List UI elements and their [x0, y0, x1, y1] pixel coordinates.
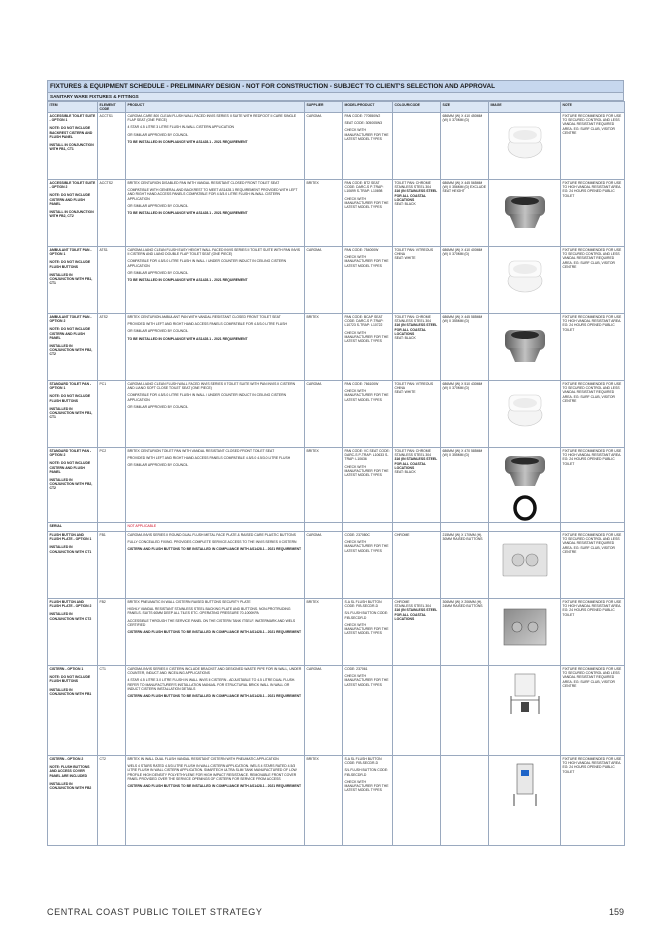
product-image	[495, 117, 555, 165]
size-cell	[441, 381, 489, 448]
product-line: PROVIDED WITH LEFT AND RIGHT HAND ACCESS PANELS COMPATIBLE 4.5/3.0 4.5/3.0 LITRE FLUSH	[127, 456, 291, 461]
product-cell	[126, 523, 305, 532]
size-cell	[441, 247, 489, 314]
product-line: WELS 4 STARS RATED 4.5/3 LITRE FLUSH IN WALL CISTERN APPLICATION. WELS 4 STARS RATED 4.5/3 LITRE FLUSH IN WALL CISTERN APPLICATION. SMARTECH ULTRA SLIM TANK MANUFACTURED OF LOW PROFILE HIGH DENSITY POLYETHYLENE FOR HIGH IMPACT RESISTANCE. REMOVABLE FRONT COVER PANEL PROVIDED OVER THE SERVICE OPENINGS OF CISTERN FOR SERVICE FROM ACCESS	[127, 764, 297, 781]
col-size: SIZE	[441, 102, 489, 113]
element-code: ATS2	[99, 315, 108, 319]
product-line: CAROMA CARE 800 CLEAN FLUSH WALL FACED INVIS SERIES II SUITE WITH REDFOOT II CARE SINGLE FLAP SEAT (ONE PIECE)	[127, 114, 297, 123]
product-line: CAROMA INVIS SERIES II CISTERN INCLUDE BRACKET AND DESIGNED WASTE PIPE FOR IN WALL, UNDER COUNTER, INDUCT AND INCEILING APPLICATIONS	[127, 667, 302, 676]
item-note: NOTE: DO NOT INCLUDE CISTERN AND FLUSH PANEL	[49, 327, 91, 340]
item-title: FLUSH BUTTON AND FLUSH PLATE - OPTION 2	[49, 600, 92, 609]
colour-line: 316 (IN STAINLESS STEEL FOR ALL COASTAL LOCATIONS	[394, 323, 438, 336]
image-cell	[489, 448, 561, 523]
model-line: CHECK WITH MANUFACTURER FOR THE LATEST MODEL TYPES	[344, 540, 389, 553]
product-image	[495, 452, 555, 500]
note-cell	[561, 756, 625, 846]
model-line: PAN CODE: BT2 SEAT CODE: DARC-S P-TRAP: L10699 S-TRAP: L10698	[344, 181, 384, 194]
colour-cell	[393, 314, 441, 381]
note-cell	[561, 180, 625, 247]
element-code: ACCTS1	[99, 114, 113, 118]
product-image	[495, 385, 555, 433]
product-line: COMPATIBLE FOR 4.5/3.0 LITRE FLUSH IN WALL / UNDER COUNTER INDUCT IN CEILING CISTERN APPLICATION	[127, 259, 287, 268]
size-cell	[441, 113, 489, 180]
colour-line: CHROME	[394, 533, 410, 537]
colour-cell	[393, 381, 441, 448]
product-cell	[126, 113, 305, 180]
supplier-cell	[305, 666, 343, 756]
item-note: NOTE: DO NOT INCLUDE BACKREST CISTERN AND FLUSH PANEL	[49, 126, 93, 139]
model-line: S/L FLUSH BUTTON CODE: FIB-SECDR-D	[344, 768, 389, 777]
model-cell	[343, 666, 393, 756]
schedule-title: FIXTURES & EQUIPMENT SCHEDULE - PRELIMINARY DESIGN - NOT FOR CONSTRUCTION - SUBJECT TO CLIENT'S SELECTION AND APPROVAL	[47, 80, 624, 93]
colour-line: 316 (IN STAINLESS STEEL FOR ALL COASTAL LOCATIONS	[394, 608, 438, 621]
item-install: INSTALLED IN CONJUNCTION WITH FB2	[49, 781, 92, 791]
model-line: CHECK WITH MANUFACTURER FOR THE LATEST MODEL TYPES	[344, 330, 389, 344]
table-row	[48, 448, 625, 523]
table-row	[48, 599, 625, 666]
section-subtitle: SANITARY WARE FIXTURES & FITTINGS	[47, 93, 624, 101]
item-install: INSTALL IN CONJUNCTION WITH FB2, CT2	[49, 210, 94, 219]
col-image: IMAGE	[489, 102, 561, 113]
colour-line: TOILET PAN: CHROME STAINLESS STEEL 304	[394, 181, 432, 190]
model-line: S.A SL FLUSH BUTTON CODE: FIB-SECDR-D	[344, 600, 382, 609]
item-title: ACCESSIBLE TOILET SUITE - OPTION 1	[49, 114, 96, 123]
item-cell	[48, 381, 98, 448]
colour-cell	[393, 247, 441, 314]
note: FIXTURE RECOMMENDED FOR USE TO SECURED CONTROL AND LESS VANDAL RESISTANT REQUIRED AREA. EG: SURF CLUB, VISITOR CENTRE	[562, 533, 622, 554]
image-cell	[489, 532, 561, 599]
colour-line: SEAT: WHITE	[394, 256, 416, 261]
image-cell	[489, 756, 561, 846]
product-image	[495, 760, 555, 808]
model-line: PAN CODE: 754000W	[344, 248, 379, 252]
product-line: CISTERN AND FLUSH BUTTONS TO BE INSTALLED IN COMPLIANCE WITH AS1428.1 - 2021 REQUIREMENT	[127, 784, 302, 789]
note-cell	[561, 247, 625, 314]
product-cell	[126, 247, 305, 314]
supplier-cell	[305, 247, 343, 314]
product-line: FULLY CONCEALED FIXING. PROVIDES COMPLETE SERVICE ACCESS TO THE INVIS SERIES II CISTERN	[127, 540, 297, 545]
item-install: INSTALLED IN CONJUNCTION WITH CT2	[49, 612, 92, 621]
item-title: AMBULANT TOILET PAN - OPTION 1	[49, 248, 92, 257]
model-line: CHECK WITH MANUFACTURER FOR THE LATEST MODEL TYPES	[344, 389, 389, 402]
size: 215MM (W) X 170MM (H). 30MM RAISED BUTTONS	[442, 533, 483, 542]
product-line: OR SIMILAR APPROVED BY COUNCIL	[127, 203, 189, 208]
model-line: PAN CODE: VC SEAT CODE: DARC-S P-TRAP: L10633 S-TRAP: L10636	[344, 449, 390, 462]
note: FIXTURE RECOMMENDED FOR USE TO HIGH VANDAL RESISTANT AREA. EG: 24 HOURS OPENED PUBLIC TOILET	[562, 315, 622, 332]
item-title: FLUSH BUTTON AND FLUSH PLATE - OPTION 1	[49, 533, 92, 542]
image-cell	[489, 113, 561, 180]
model-line: SEAT CODE: 305005W3	[344, 121, 383, 126]
note-cell	[561, 599, 625, 666]
col-item: ITEM	[48, 102, 98, 113]
colour-cell	[393, 756, 441, 846]
colour-line: 316 (IN STAINLESS STEEL FOR ALL COASTAL LOCATIONS	[394, 457, 438, 470]
size: 686MM (W) X 410 450MM (W) X 370MM (D)	[442, 114, 483, 123]
product-cell	[126, 314, 305, 381]
item-title: STANDARD TOILET PAN - OPTION 2	[49, 449, 92, 458]
model-line: PAN CODE: BCAP SEAT CODE: DARC-S P-TRAP: L10723 S-TRAP: L10722	[344, 315, 384, 328]
product-line: CISTERN AND FLUSH BUTTONS TO BE INSTALLED IN COMPLIANCE WITH AS1428.1 - 2021 REQUIREMENT	[127, 547, 302, 552]
size: 306MM (W) X 206MM (H). 24MM RAISED BUTTONS	[442, 600, 483, 609]
item-title: STANDARD TOILET PAN - OPTION 1	[49, 382, 92, 391]
item-title: AMBULANT TOILET PAN - OPTION 2	[49, 315, 92, 324]
size-cell	[441, 756, 489, 846]
item-install: INSTALL IN CONJUNCTION WITH FB1, CT1	[49, 143, 94, 152]
image-cell	[489, 666, 561, 756]
header-row	[48, 102, 625, 113]
table-row	[48, 247, 625, 314]
note-cell	[561, 381, 625, 448]
product-line: CAROMA LIANO CLEAN FLUSH EASY HEIGHT WALL FACED INVIS SERIES II TOILET SUITE WITH PAN INVIS II CISTERN AND LIANO DOUBLE FLAP TOILET SEAT (ONE PIECE)	[127, 248, 301, 257]
model-line: CODE: 237080C	[344, 533, 370, 537]
colour-line: CHROME	[394, 600, 410, 604]
colour-line: TOILET PAN: VITREOUS CHINA	[394, 248, 434, 257]
product-line: PROVIDED WITH LEFT AND RIGHT HAND ACCESS PANELS COMPATIBLE FOR 4.5/3.0 LITRE FLUSH	[127, 322, 287, 327]
product-line: TO BE INSTALLED IN COMPLIANCE WITH AS1428.1 - 2021 REQUIREMENT	[127, 278, 248, 283]
item-title: CISTERN - OPTION 1	[49, 667, 84, 671]
size-cell	[441, 599, 489, 666]
item-note: NOTE: DO NOT INCLUDE CISTERN AND FLUSH PANEL	[49, 193, 91, 206]
footer-title: CENTRAL COAST PUBLIC TOILET STRATEGY	[47, 907, 263, 917]
table-row	[48, 666, 625, 756]
code-cell	[98, 247, 126, 314]
table-row	[48, 381, 625, 448]
note: FIXTURE RECOMMENDED FOR USE TO HIGH VANDAL RESISTANT AREA. EG: 24 HOURS OPENED PUBLIC TOILET	[562, 181, 622, 198]
note-cell	[561, 523, 625, 532]
model-cell	[343, 180, 393, 247]
product-line: BRITEX CENTURION TOILET PAN WITH VANDAL RESISTANT CLOSED FRONT TOILET SEAT	[127, 449, 275, 453]
item-cell	[48, 314, 98, 381]
supplier-cell	[305, 113, 343, 180]
schedule-sheet	[47, 80, 624, 846]
colour-cell	[393, 523, 441, 532]
item-cell	[48, 532, 98, 599]
size: 686MM (W) X 445 585MM (W) X 355MM (D)	[442, 315, 483, 324]
item-install: INSTALLED IN CONJUNCTION WITH FB2, CT2	[49, 478, 93, 491]
table-row	[48, 180, 625, 247]
product-line: BRITEX CENTURION DISABLED PAN WITH VANDAL RESISTANT CLOSED FRONT TOILET SEAT	[127, 181, 280, 185]
image-cell	[489, 180, 561, 247]
supplier-cell	[305, 523, 343, 532]
item-cell	[48, 180, 98, 247]
supplier: BRITEX	[306, 315, 319, 319]
colour-cell	[393, 532, 441, 599]
model-line: S.A SL FLUSH BUTTON CODE: FIB-SECDR-D	[344, 757, 382, 766]
product-image	[495, 184, 555, 232]
supplier: CAROMA	[306, 248, 322, 252]
product-line: OR SIMILAR APPROVED BY COUNCIL	[127, 404, 189, 409]
product-cell	[126, 180, 305, 247]
code-cell	[98, 113, 126, 180]
item-cell	[48, 666, 98, 756]
model-cell	[343, 314, 393, 381]
model-cell	[343, 247, 393, 314]
product-line: COMPATIBLE WITH GENERAL AND BACKREST TO MEET AS1428.1 REQUIREMENT PROVIDED WITH LEFT AND RIGHT HAND ACCESS PANELS COMPATIBLE FOR 4.5/3.0 LITRE FLUSH IN-WALL CISTERN APPLICATION	[127, 188, 298, 201]
item-title: ACCESSIBLE TOILET SUITE - OPTION 2	[49, 181, 96, 190]
note: FIXTURE RECOMMENDED FOR USE TO HIGH VANDAL RESISTANT AREA. EG: 24 HOURS OPENED PUBLIC TOILET	[562, 600, 622, 617]
model-line: S/L FLUSH BUTTON CODE: FIB-SECDR-D	[344, 611, 389, 620]
serial-row	[48, 523, 625, 532]
product-line: TO BE INSTALLED IN COMPLIANCE WITH AS1428.1 - 2021 REQUIREMENT	[127, 139, 248, 144]
product-cell	[126, 666, 305, 756]
model-line: CHECK WITH MANUFACTURER FOR THE LATEST MODEL TYPES	[344, 622, 389, 636]
model-cell	[343, 756, 393, 846]
not-applicable-text: NOT APPLICABLE	[127, 524, 157, 528]
product-line: CISTERN AND FLUSH BUTTONS TO BE INSTALLED IN COMPLIANCE WITH AS1428.1 - 2021 REQUIREMENT	[127, 694, 302, 699]
product-cell	[126, 599, 305, 666]
item-install: INSTALLED IN CONJUNCTION WITH FB2, CT2	[49, 344, 93, 357]
size-cell	[441, 180, 489, 247]
supplier: CAROMA	[306, 114, 322, 118]
size-cell	[441, 532, 489, 599]
product-line: BRITEX CENTURION AMBULANT PAN WITH VANDAL RESISTANT CLOSED FRONT TOILET SEAT	[127, 315, 281, 319]
colour-cell	[393, 180, 441, 247]
code-cell	[98, 756, 126, 846]
table-row	[48, 756, 625, 846]
model-line: PAN CODE: 766100W	[344, 382, 379, 386]
colour-cell	[393, 666, 441, 756]
image-cell	[489, 523, 561, 532]
supplier: BRITEX	[306, 181, 319, 185]
note: FIXTURE RECOMMENDED FOR USE TO SECURED CONTROL AND LESS VANDAL RESISTANT REQUIRED AREA. EG: SURF CLUB, VISITOR CENTRE	[562, 114, 622, 135]
product-line: BRITEX IN WALL DUAL FLUSH VANDAL RESISTANT CISTERN WITH PNEUMATIC APPLICATION	[127, 757, 279, 761]
model-cell	[343, 381, 393, 448]
colour-cell	[393, 448, 441, 523]
product-cell	[126, 381, 305, 448]
note: FIXTURE RECOMMENDED FOR USE TO SECURED CONTROL AND LESS VANDAL RESISTANT REQUIRED AREA. EG: SURF CLUB, VISITOR CENTRE	[562, 248, 622, 269]
supplier: BRITEX	[306, 600, 319, 604]
size: 686MM (W) X 445 565MM (W) X 356MM (D) EXCLUDE SEAT HEIGHT	[442, 181, 487, 194]
table-row	[48, 314, 625, 381]
supplier-cell	[305, 381, 343, 448]
item-install: INSTALLED IN CONJUNCTION WITH CT1	[49, 545, 92, 554]
product-line: TO BE INSTALLED IN COMPLIANCE WITH AS1428.1 - 2021 REQUIREMENT	[127, 336, 248, 341]
colour-line: SEAT: BLACK	[394, 202, 416, 207]
supplier-cell	[305, 180, 343, 247]
supplier-cell	[305, 532, 343, 599]
code-cell	[98, 532, 126, 599]
colour-line: SEAT: BLACK	[394, 336, 416, 341]
model-line: PAN CODE: 770550W2	[344, 114, 381, 118]
size-cell	[441, 448, 489, 523]
col-product: PRODUCT	[126, 102, 305, 113]
item-title: CISTERN - OPTION 2	[49, 757, 84, 761]
product-line: 4 STAR 4.5 LITRE 3.0 LITRE FLUSH IN WALL INVIS II CISTERN - ADJUSTABLE TO 4.5 LITRE DUAL FLUSH. REFER TO MANUFACTURER'S INSTALLATION MANUAL FOR STRUCTURAL BRICK WALL IN WALL OR INDUCT CISTERN INSTALLATION DETAILS	[127, 678, 296, 691]
item-note: NOTE: DO NOT INCLUDE CISTERN AND FLUSH PANEL	[49, 461, 91, 474]
colour-line: TOILET PAN: CHROME STAINLESS STEEL 304	[394, 315, 432, 324]
note: FIXTURE RECOMMENDED FOR USE TO HIGH VANDAL RESISTANT AREA. EG: 24 HOURS OPENED PUBLIC TOILET	[562, 757, 622, 774]
product-line: OR SIMILAR APPROVED BY COUNCIL	[127, 132, 189, 137]
image-cell	[489, 381, 561, 448]
element-code: FB2	[99, 600, 106, 604]
col-element-code: ELEMENT CODE	[98, 102, 126, 113]
product-cell	[126, 448, 305, 523]
model-line: CHECK WITH MANUFACTURER FOR THE LATEST MODEL TYPES	[344, 674, 389, 687]
code-cell	[98, 599, 126, 666]
model-cell	[343, 599, 393, 666]
note: FIXTURE RECOMMENDED FOR USE TO SECURED CONTROL AND LESS VANDAL RESISTANT REQUIRED AREA. EG: SURF CLUB, VISITOR CENTRE	[562, 667, 622, 688]
schedule-table	[47, 101, 625, 846]
colour-line: TOILET PAN: VITREOUS CHINA	[394, 382, 434, 391]
table-row	[48, 113, 625, 180]
product-line: COMPATIBLE FOR 4.5/3.0 LITRE FLUSH IN WALL / UNDER COUNTER INDUCT IN CEILING CISTERN APPLICATION	[127, 393, 287, 402]
note: FIXTURE RECOMMENDED FOR USE TO HIGH VANDAL RESISTANT AREA. EG: 24 HOURS OPENED PUBLIC TOILET	[562, 449, 622, 466]
note-cell	[561, 113, 625, 180]
model-cell	[343, 113, 393, 180]
size-cell	[441, 314, 489, 381]
product-line: OR SIMILAR APPROVED BY COUNCIL	[127, 329, 189, 334]
colour-cell	[393, 113, 441, 180]
product-line: BRITEX PNEUMATIC IN WALL CISTERN RAISED BUTTONS SECURITY PLATE	[127, 600, 251, 604]
code-cell	[98, 314, 126, 381]
item-cell	[48, 599, 98, 666]
supplier: BRITEX	[306, 757, 319, 761]
product-image	[495, 536, 555, 584]
colour-line: TOILET PAN: CHROME STAINLESS STEEL 304	[394, 449, 432, 458]
size-cell	[441, 666, 489, 756]
col-note: NOTE	[561, 102, 625, 113]
note-cell	[561, 448, 625, 523]
size: 686MM (W) X 510 430MM (W) X 370MM (D)	[442, 382, 483, 391]
model-line: CHECK WITH MANUFACTURER FOR THE LATEST MODEL TYPES	[344, 779, 389, 793]
code-cell	[98, 180, 126, 247]
note-cell	[561, 532, 625, 599]
product-image	[495, 603, 555, 651]
model-cell	[343, 523, 393, 532]
item-cell	[48, 247, 98, 314]
element-code: ACCTS2	[99, 181, 113, 185]
code-cell	[98, 523, 126, 532]
element-code: PC1	[99, 382, 107, 386]
col-supplier: SUPPLIER	[305, 102, 343, 113]
product-line: ACCESSIBLE THROUGH THE SERVICE PANEL ON THE CISTERN TANK ITSELF. WATERMARK AND WELS CERTIFIED	[127, 618, 296, 627]
product-line: CAROMA LIANO CLEAN FLUSH WALL FACED INVIS SERIES II TOILET SUITE WITH PAN INVIS II CISTERN AND LIANO SOFT CLOSE TOILET SEAT (ONE PIECE)	[127, 382, 296, 391]
product-line: CAROMA INVIS SERIES II ROUND DUAL FLUSH METAL FACE PLATE & RAISED CARE PLASTIC BUTTONS	[127, 533, 296, 537]
item-note: NOTE: DO NOT INCLUDE FLUSH BUTTONS	[49, 394, 91, 403]
note-cell	[561, 666, 625, 756]
model-line: CHECK WITH MANUFACTURER FOR THE LATEST MODEL TYPES	[344, 196, 389, 210]
supplier-cell	[305, 448, 343, 523]
table-row	[48, 532, 625, 599]
model-cell	[343, 532, 393, 599]
product-line: TO BE INSTALLED IN COMPLIANCE WITH AS1428.1 - 2021 REQUIREMENT	[127, 211, 248, 216]
image-cell	[489, 314, 561, 381]
page-number: 159	[608, 907, 624, 917]
product-image	[495, 251, 555, 299]
colour-cell	[393, 599, 441, 666]
element-code: CT1	[99, 667, 106, 671]
colour-line: SEAT: WHITE	[394, 390, 416, 395]
supplier-cell	[305, 599, 343, 666]
product-image	[495, 670, 555, 718]
code-cell	[98, 448, 126, 523]
image-cell	[489, 599, 561, 666]
product-line: OR SIMILAR APPROVED BY COUNCIL	[127, 270, 189, 275]
code-cell	[98, 381, 126, 448]
image-cell	[489, 247, 561, 314]
model-line: CODE: 237061	[344, 667, 368, 671]
product-line: CISTERN AND FLUSH BUTTONS TO BE INSTALLED IN COMPLIANCE WITH AS1428.1 - 2021 REQUIREMENT	[127, 630, 302, 635]
size-cell	[441, 523, 489, 532]
colour-line: 316 (IN STAINLESS STEEL FOR ALL COASTAL LOCATIONS	[394, 189, 438, 202]
size: 686MM (W) X 410 400MM (W) X 370MM (D)	[442, 248, 483, 257]
note-cell	[561, 314, 625, 381]
col-model: MODEL/PRODUCT	[343, 102, 393, 113]
element-code: PC2	[99, 449, 107, 453]
supplier: BRITEX	[306, 449, 319, 453]
product-cell	[126, 756, 305, 846]
model-line: CHECK WITH MANUFACTURER FOR THE LATEST MODEL TYPES	[344, 464, 389, 478]
supplier-cell	[305, 314, 343, 381]
item-install: INSTALLED IN CONJUNCTION WITH FB1, CT1	[49, 406, 93, 420]
size: 686MM (W) X 470 585MM (W) X 355MM (D)	[442, 449, 483, 458]
colour-line: SEAT: BLACK	[394, 470, 416, 475]
product-line: 4 STAR 4.5 LITRE 3 LITRE FLUSH IN-WALL CISTERN APPLICATION	[127, 125, 234, 130]
item-install: INSTALLED IN CONJUNCTION WITH FB1, CT1	[49, 272, 93, 286]
code-cell	[98, 666, 126, 756]
product-image	[495, 318, 555, 366]
note: FIXTURE RECOMMENDED FOR USE TO SECURED CONTROL AND LESS VANDAL RESISTANT REQUIRED AREA. EG: SURF CLUB, VISITOR CENTRE	[562, 382, 622, 403]
model-cell	[343, 448, 393, 523]
supplier: CAROMA	[306, 382, 322, 386]
product-line: HIGHLY VANDAL RESISTANT STAINLESS STEEL BACKING PLATE AND BUTTONS. NON-PROTRUDING PANELS. SUITS 60MM DEEP ALL TILES ETC. OPERATING PRESSURE 70-1000KPA	[127, 607, 291, 616]
model-line: CHECK WITH MANUFACTURER FOR THE LATEST MODEL TYPES	[344, 255, 389, 268]
element-code: ATS1	[99, 248, 108, 252]
item-cell	[48, 448, 98, 523]
element-code: FB1	[99, 533, 106, 537]
colour-line: STAINLESS STEEL 304	[394, 604, 432, 609]
model-line: CHECK WITH MANUFACTURER FOR THE LATEST MODEL TYPES	[344, 128, 389, 141]
item-title: SERIAL	[49, 524, 62, 528]
item-install: INSTALLED IN CONJUNCTION WITH FB1	[49, 687, 92, 696]
item-note: NOTE: FLUSH BUTTONS AND ACCESS COVER PANEL ARE INCLUDED	[49, 765, 90, 778]
item-cell	[48, 523, 98, 532]
item-note: NOTE: DO NOT INCLUDE FLUSH BUTTONS	[49, 260, 91, 269]
product-line: OR SIMILAR APPROVED BY COUNCIL	[127, 463, 189, 468]
col-colour: COLOUR/CODE	[393, 102, 441, 113]
element-code: CT2	[99, 757, 106, 761]
item-cell	[48, 113, 98, 180]
item-cell	[48, 756, 98, 846]
item-note: NOTE: DO NOT INCLUDE FLUSH BUTTONS	[49, 675, 91, 684]
supplier-cell	[305, 756, 343, 846]
product-cell	[126, 532, 305, 599]
supplier: CAROMA	[306, 667, 322, 671]
supplier: CAROMA	[306, 533, 322, 537]
